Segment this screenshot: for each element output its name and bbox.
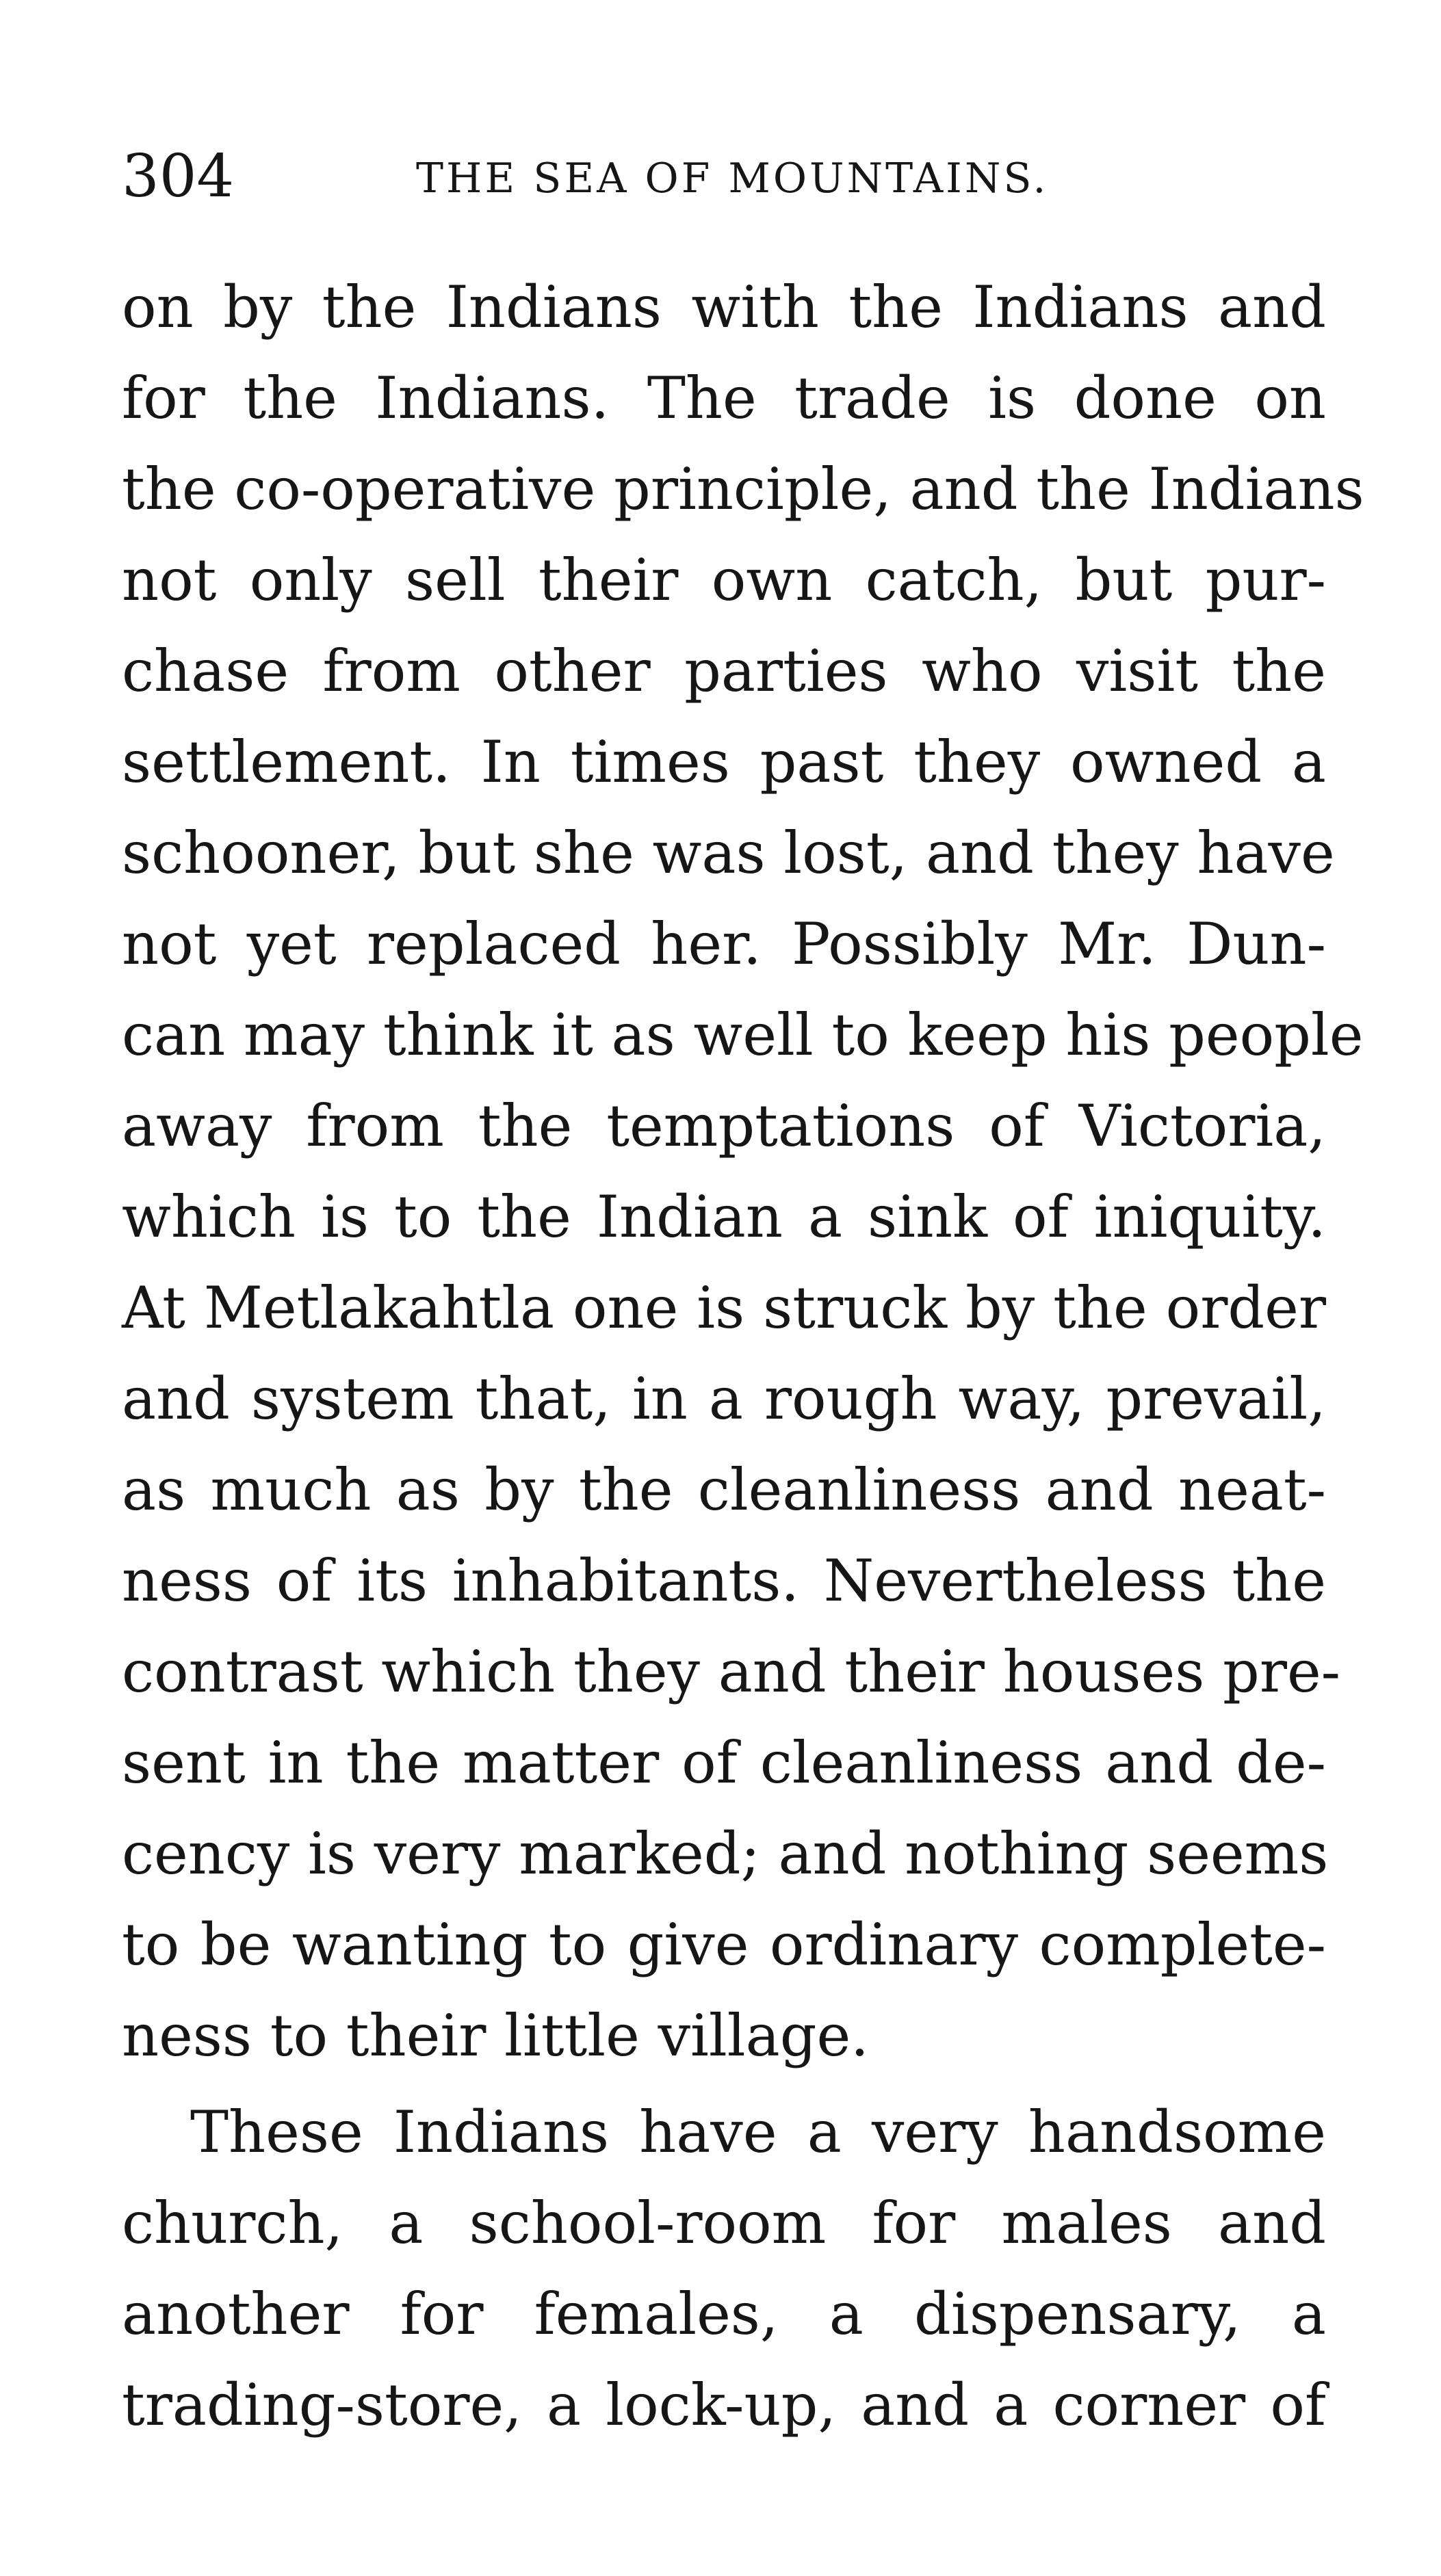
text-line: church, a school-room for males and [122, 2190, 1326, 2257]
paragraph [122, 262, 1364, 2081]
text-line: ness of its inhabitants. Nevertheless the [122, 1547, 1326, 1614]
running-title: THE SEA OF MOUNTAINS. [416, 155, 1049, 202]
text-line: settlement. In times past they owned a [122, 728, 1326, 796]
running-head [122, 135, 1326, 218]
text-line: These Indians have a very handsome [190, 2099, 1326, 2166]
paragraph [122, 2087, 1326, 2451]
text-line: not only sell their own catch, but pur- [122, 547, 1326, 614]
text-line: schooner, but she was lost, and they have [122, 819, 1335, 886]
text-line: sent in the matter of cleanliness and de- [122, 1729, 1326, 1796]
text-line: At Metlakahtla one is struck by the order [122, 1274, 1326, 1341]
text-line: for the Indians. The trade is done on [122, 365, 1326, 432]
text-line: to be wanting to give ordinary complete- [122, 1911, 1326, 1978]
text-line: another for females, a dispensary, a [122, 2281, 1326, 2348]
text-line: which is to the Indian a sink of iniquity. [122, 1183, 1326, 1250]
text-line: trading-store, a lock-up, and a corner of [122, 2371, 1326, 2439]
page-number: 304 [122, 142, 235, 211]
text-line: as much as by the cleanliness and neat- [122, 1456, 1326, 1523]
text-line: contrast which they and their houses pre- [122, 1638, 1341, 1705]
text-line: can may think it as well to keep his people [122, 1001, 1364, 1068]
paragraph-gap [122, 2081, 1326, 2087]
body-text [122, 262, 1364, 2451]
text-line: the co-operative principle, and the Indians [122, 456, 1364, 523]
text-line: on by the Indians with the Indians and [122, 274, 1326, 341]
text-line: and system that, in a rough way, prevail, [122, 1365, 1326, 1432]
text-line: away from the temptations of Victoria, [122, 1092, 1326, 1159]
text-line: not yet replaced her. Possibly Mr. Dun- [122, 910, 1326, 977]
text-line: cency is very marked; and nothing seems [122, 1820, 1329, 1887]
text-line: chase from other parties who visit the [122, 638, 1326, 705]
text-line: ness to their little village. [122, 2002, 869, 2069]
